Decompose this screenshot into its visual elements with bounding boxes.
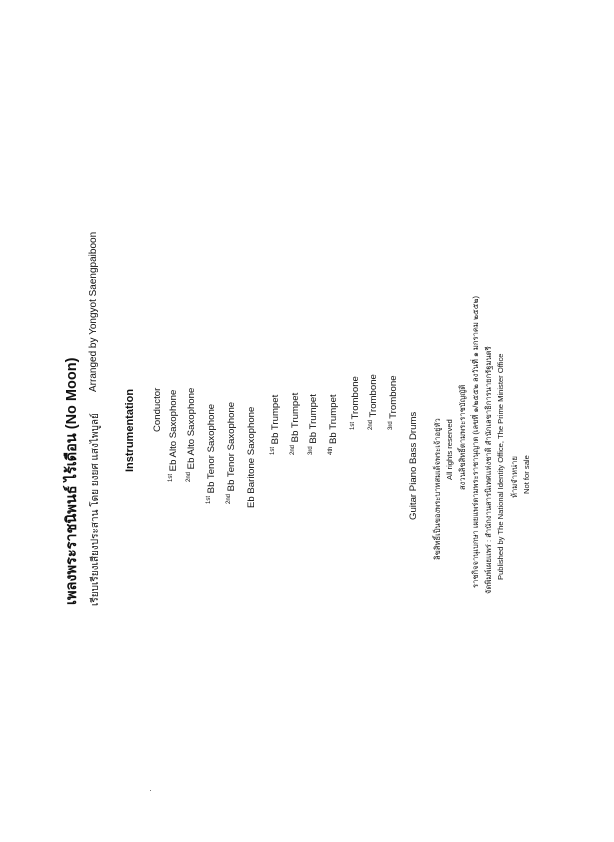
ordinal-superscript: 3rd	[308, 446, 314, 455]
instrument-label: Trombone	[388, 375, 400, 422]
song-title: เพลงพระราชนิพนธ์ ไร้เดือน (No Moon)	[64, 357, 80, 605]
instrument-label: Trombone	[368, 374, 380, 420]
instrument-item	[226, 402, 237, 504]
copyright-forbid-thai: สงวนลิขสิทธิ์ตามพระราชบัญญัติ	[458, 384, 467, 490]
arranger-english: Arranged by Yongyot Saengpaiboon	[88, 231, 99, 392]
ordinal-superscript: 3rd	[388, 421, 394, 430]
instrument-label: Bb Trumpet	[290, 392, 302, 445]
instrument-label: Trombone	[350, 376, 362, 422]
instrument-item	[168, 390, 179, 482]
instrument-item	[186, 388, 197, 482]
instrument-label: Bb Trumpet	[328, 394, 340, 447]
instrument-item	[270, 395, 281, 455]
ordinal-superscript: 1st	[206, 495, 212, 504]
ordinal-superscript: 2nd	[226, 493, 232, 504]
ordinal-superscript: 2nd	[368, 419, 374, 430]
ordinal-superscript: 1st	[270, 446, 276, 455]
ordinal-superscript: 1st	[168, 473, 174, 482]
instrument-label: Eb Alto Saxophone	[186, 387, 198, 472]
instrument-label: Bb Trumpet	[270, 394, 282, 447]
ordinal-superscript: 2nd	[290, 444, 296, 455]
scan-speck	[150, 790, 151, 791]
instrument-item	[350, 376, 361, 430]
instrument-item	[206, 404, 217, 504]
publisher-english: Published by The National Identity Office, The Prime Minister Office	[496, 353, 505, 580]
instrumentation-heading: Instrumentation	[124, 388, 136, 472]
instrument-item	[408, 412, 419, 520]
instrument-item	[290, 393, 301, 455]
arranger-thai: เรียบเรียงเสียงประสาน โดย ยงยศ แสงไพบูลย์	[90, 413, 101, 606]
instrument-item	[368, 374, 379, 430]
license-thai: ราชกิจจานุเบกษา เผยแพร่ตามพระราชานุญาต (เลขที่ ๑/๒๕๕๒ ลงวันที่ ๑ มกราคม ๒๕๕๒)	[471, 295, 480, 588]
ordinal-superscript: 2nd	[186, 471, 192, 482]
instrument-item	[152, 388, 163, 432]
ordinal-superscript: 4th	[328, 446, 334, 455]
instrument-item	[308, 394, 319, 455]
publisher-thai: จัดพิมพ์เผยแพร่ : สำนักงานสารนิเทศแห่งชาติ สำนักเลขาธิการนายกรัฐมนตรี	[484, 346, 493, 594]
instrument-item	[246, 407, 257, 508]
instrument-label: Bb Trumpet	[308, 394, 320, 447]
instrument-label: Guitar Piano Bass Drums	[408, 411, 419, 520]
ordinal-superscript: 1st	[350, 421, 356, 430]
rights-reserved: All rights reserved	[445, 419, 454, 480]
instrument-label: Eb Alto Saxophone	[168, 389, 180, 474]
instrument-label: Bb Tenor Saxophone	[226, 401, 238, 494]
instrument-label: Conductor	[152, 387, 163, 432]
not-for-sale-english: Not for sale	[522, 455, 531, 494]
not-for-sale-thai: ห้ามจำหน่าย	[510, 456, 519, 498]
instrument-label: Bb Tenor Saxophone	[206, 403, 218, 496]
instrument-item	[388, 375, 399, 430]
instrument-item	[328, 394, 339, 455]
copyright-thai: ลิขสิทธิ์เป็นของพระบาทสมเด็จพระเจ้าอยู่หัว	[433, 418, 442, 560]
instrument-label: Eb Baritone Saxophone	[246, 406, 257, 508]
